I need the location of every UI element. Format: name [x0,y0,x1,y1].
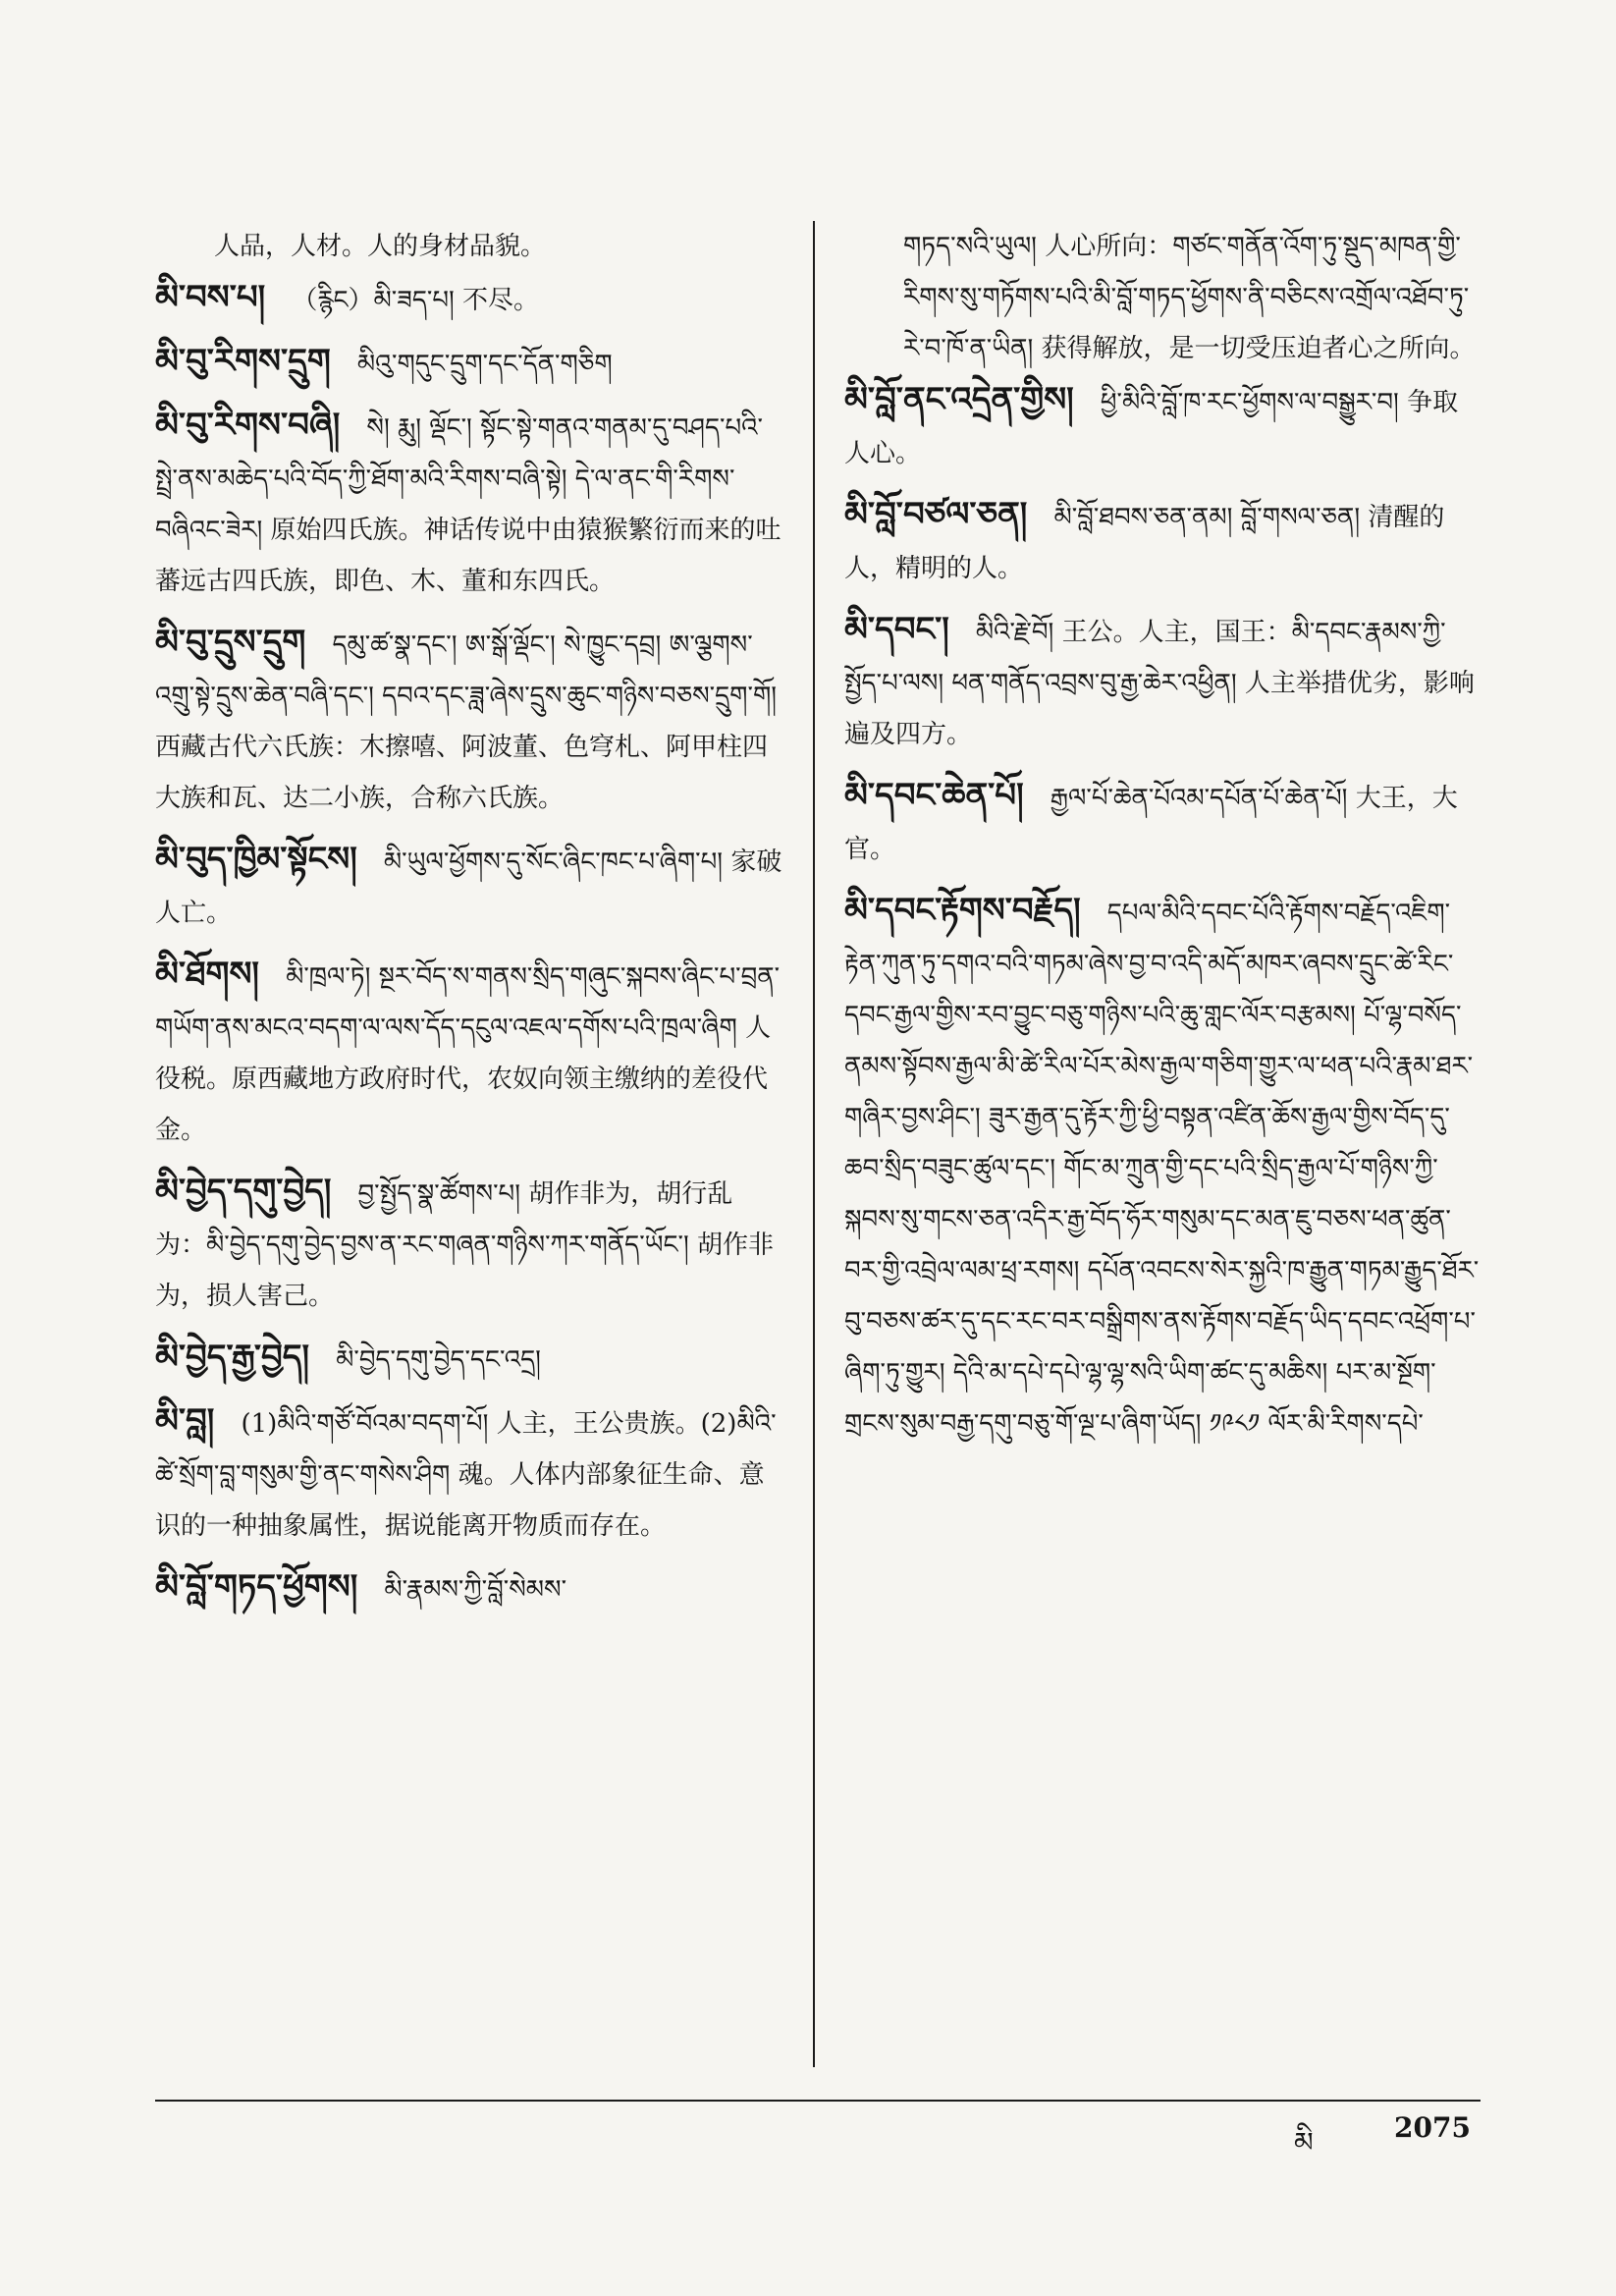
entry-definition: མི་རྣམས་ཀྱི་བློ་སེམས་ [384,1575,567,1605]
entry-headword: མི་དབང་ཆེན་པོ། [844,776,1024,815]
entry-headword: མི་བྱེད་དགུ་བྱེད། [155,1172,332,1211]
dictionary-entry [155,834,783,939]
footer-rule [155,2100,1481,2102]
entry-headword: མི་བློ་གཏད་ཕྱོགས། [155,1567,358,1607]
dictionary-entry [155,949,783,1156]
dictionary-entry [155,336,783,390]
dictionary-entry [155,272,783,326]
entry-definition: （རྙིང）མི་ཟད་པ། 不尽。 [292,286,540,315]
entry-definition: མི་ཡུལ་ཕྱོགས་དུ་སོང་ཞིང་ཁང་པ་ཞིག་པ། 家破人亡。 [155,847,782,928]
entry-definition: མི་བློ་ཐབས་ཅན་ནམ། བློ་གསལ་ཅན། 清醒的人，精明的人。 [844,503,1445,583]
dictionary-entry [844,489,1482,594]
continuation-text: གཏད་སའི་ཡུལ། 人心所向：གཙང་གནོན་འོག་ཏུ་སྡུད་མཁན་གྱི་རིགས་སུ་གཏོགས་པའི་མི་བློ་གཏད་ཕྱོགས་ནི་བཅིངས་འགྲོལ་འཐོབ་ཏུ་རེ་བ་ཁོ་ན་ཡིན། 获得解放，是一切受压迫者心之所向。 [903,232,1476,363]
entry-definition: ཕྱི་མིའི་བློ་ཁ་རང་ཕྱོགས་ལ་བསྒྱུར་བ། 争取人心。 [844,388,1459,468]
entry-headword: མི་བུ་དྲུས་དྲུག [155,623,306,662]
left-column [155,221,783,1625]
continuation-text: 人品，人材。人的身材品貌。 [214,232,547,261]
entry-definition: རྒྱལ་པོ་ཆེན་པོའམ་དཔོན་པོ་ཆེན་པོ། 大王，大官。 [844,784,1458,864]
entry-headword: མི་བས་པ། [155,278,266,317]
entry-headword: མི་བྱེད་རྒྱ་བྱེད། [155,1338,310,1377]
entry-headword: མི་བླ། [155,1401,215,1441]
column-divider [813,221,815,2067]
entry-definition: (1)མིའི་གཙོ་བོའམ་བདག་པོ། 人主，王公贵族。(2)མིའི་ཚེ་སྲོག་བླ་གསུམ་གྱི་ནང་གསེས་ཤིག 魂。人体内部象征生命、意识的一种抽象属性，据说能离开物质而存在。 [155,1409,777,1541]
right-column [844,221,1482,1459]
dictionary-entry [155,1166,783,1322]
dictionary-entry [155,400,783,607]
entry-definition: སེ། རྨུ། ལྡོང་། སྟོང་སྟེ་གནའ་གནམ་དུ་བཤད་པའི་སྤྲེ་ནས་མཆེད་པའི་བོད་ཀྱི་ཐོག་མའི་རིགས་བཞི་སྟེ། དེ་ལ་ནང་གི་རིགས་བཞིའང་ཟེར། 原始四氏族。神话传说中由猿猴繁衍而来的吐蕃远古四氏族，即色、木、董和东四氏。 [155,413,781,596]
footer-section-letter: མི [1294,2126,1314,2159]
page-number: 2075 [1394,2111,1471,2144]
page-edge [1581,29,1600,2259]
entry-definition: མིའུ་གདུང་དྲུག་དང་དོན་གཅིག [356,350,613,379]
entry-definition: མིའི་རྗེ་བོ། 王公。人主，国王：མི་དབང་རྣམས་ཀྱི་སྤྱོད་པ་ལས། ཕན་གནོད་འབྲས་བུ་རྒྱ་ཆེར་འཕྱིན། 人主举措优劣，影响遍及四方。 [844,618,1475,749]
entry-headword: མི་དབང་རྟོགས་བརྗོད། [844,891,1081,930]
dictionary-entry [844,604,1482,760]
entry-headword: མི་བུ་རིགས་དྲུག [155,342,331,381]
entry-headword: མི་ཐོགས། [155,955,259,994]
dictionary-entry [844,770,1482,875]
dictionary-entry [155,617,783,824]
entry-headword: མི་བུད་ཁྱིམ་སྟོངས། [155,840,357,879]
entry-headword: མི་དབང་། [844,610,949,649]
dictionary-entry [844,885,1482,1449]
dictionary-entry [155,1561,783,1615]
dictionary-entry [844,374,1482,479]
entry-headword: མི་བློ་ནང་འདྲེན་གྱིས། [844,380,1074,419]
entry-definition: མི་ཁྲལ་ཏེ། སྔར་བོད་ས་གནས་སྲིད་གཞུང་སྐབས་ཞིང་པ་བྲན་གཡོག་ནས་མངའ་བདག་ལ་ལས་དོད་དངུལ་འཇལ་དགོས་པའི་ཁྲལ་ཞིག 人役税。原西藏地方政府时代，农奴向领主缴纳的差役代金。 [155,962,781,1145]
dictionary-entry [155,1332,783,1386]
entry-definition: མི་བྱེད་དགུ་བྱེད་དང་འདྲ། [336,1345,541,1375]
entry-definition: དཔལ་མིའི་དབང་པོའི་རྟོགས་བརྗོད་འཇིག་རྟེན་ཀུན་ཏུ་དགའ་བའི་གཏམ་ཞེས་བྱ་བ་འདི་མདོ་མཁར་ཞབས་དྲུང་ཚེ་རིང་དབང་རྒྱལ་གྱིས་རབ་བྱུང་བཅུ་གཉིས་པའི་ཆུ་གླང་ལོར་བརྩམས། པོ་ལྷ་བསོད་ནམས་སྟོབས་རྒྱལ་མི་ཚེ་རིལ་པོར་མེས་རྒྱལ་གཅིག་གྱུར་ལ་ཕན་པའི་རྣམ་ཐར་གཞིར་བྱས་ཤིང་། ཟུར་རྒྱན་དུ་རྟོར་ཀྱི་ཕྱི་བསྟན་འཛིན་ཆོས་རྒྱལ་གྱིས་བོད་དུ་ཆབ་སྲིད་བཟུང་ཚུལ་དང་། གོང་མ་ཀྲུན་གྱི་དང་པའི་སྲིད་རྒྱལ་པོ་གཉིས་ཀྱི་སྐབས་སུ་གངས་ཅན་འདིར་རྒྱ་བོད་ཧོར་གསུམ་དང་མན་ཇུ་བཅས་ཕན་ཚུན་བར་གྱི་འབྲེལ་ལམ་ཕྲ་རགས། དཔོན་འབངས་སེར་སྐྱའི་ཁ་རྒྱུན་གཏམ་རྒྱུད་ཐོར་བུ་བཅས་ཚར་དུ་དང་རང་བར་བསྒྲིགས་ནས་རྟོགས་བརྗོད་ཡིད་དབང་འཕྲོག་པ་ཞིག་ཏུ་གྱུར། དེའི་མ་དཔེ་དཔེ་ལྷ་ལྷ་སའི་ཡིག་ཚང་དུ་མཆིས། པར་མ་སྔོག་གྲངས་སུམ་བརྒྱ་དགུ་བཅུ་གོ་ལྔ་པ་ཞིག་ཡོད། ༡༩༨༡ ལོར་མི་རིགས་དཔེ་ [844,899,1480,1439]
entry-headword: མི་བློ་བཙལ་ཅན། [844,495,1028,534]
entry-definition: བྱ་སྤྱོད་སྣ་ཚོགས་པ། 胡作非为，胡行乱为：མི་བྱེད་དགུ་བྱེད་བྱས་ན་རང་གཞན་གཉིས་ཀར་གནོད་ཡོང་། 胡作非为，损人害己。 [155,1179,775,1311]
entry-headword: མི་བུ་རིགས་བཞི། [155,406,341,445]
entry-definition: དམུ་ཚ་སྣ་དང་། ཨ་སྒོ་ལྡོང་། སེ་ཁྱུང་དབྲ། ཨ་ལྕགས་འགྲུ་སྟེ་དྲུས་ཆེན་བཞི་དང་། དབའ་དང་ཟླ་ཞེས་དྲུས་ཆུང་གཉིས་བཅས་དྲུག་གོ། 西藏古代六氏族：木擦嘻、阿波董、色穹札、阿甲柱四大族和瓦、达二小族，合称六氏族。 [155,630,778,813]
dictionary-entry [155,1395,783,1552]
